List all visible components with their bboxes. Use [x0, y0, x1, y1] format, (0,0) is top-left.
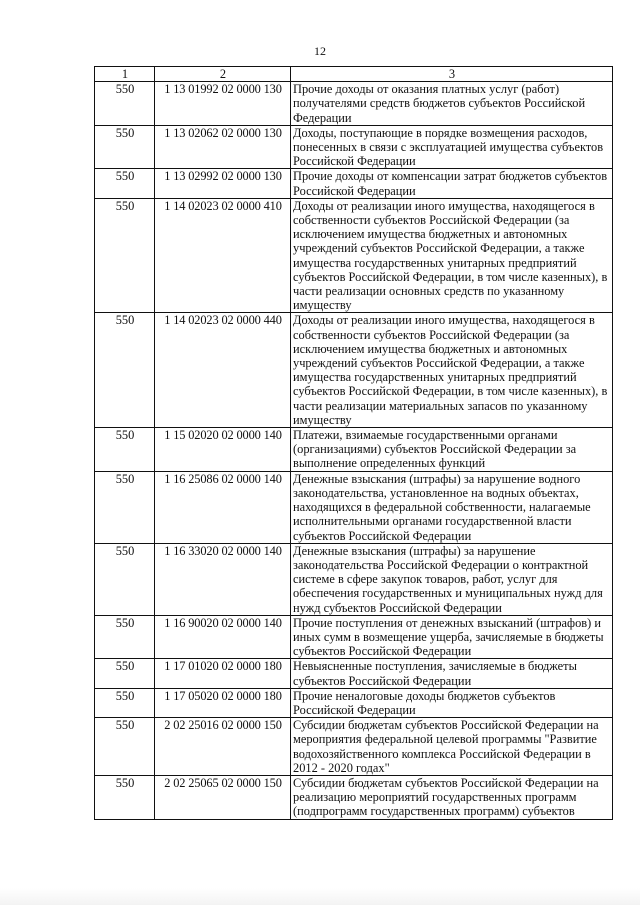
- description-cell: Денежные взыскания (штрафы) за нарушение водного законодательства, установленное на водных объектах, находящихся в федеральной собственности, налагаемые исполнительными органами государственной власти субъектов Российской Федерации: [291, 471, 613, 543]
- table-row: [95, 688, 613, 717]
- table-row: [95, 428, 613, 472]
- page-number: 12: [314, 44, 326, 58]
- budget-code-cell: 1 13 02062 02 0000 130: [155, 125, 291, 169]
- description-cell: Прочие доходы от оказания платных услуг (работ) получателями средств бюджетов субъектов Российской Федерации: [291, 82, 613, 126]
- description-cell: Прочие доходы от компенсации затрат бюджетов субъектов Российской Федерации: [291, 169, 613, 198]
- description-cell: Денежные взыскания (штрафы) за нарушение законодательства Российской Федерации о контрактной системе в сфере закупок товаров, работ, услуг для обеспечения государственных и муниципальных нужд для нужд субъектов Российской Федерации: [291, 543, 613, 615]
- admin-code-cell: 550: [95, 82, 155, 126]
- description-cell: Прочие поступления от денежных взысканий (штрафов) и иных сумм в возмещение ущерба, зачисляемые в бюджеты субъектов Российской Федерации: [291, 615, 613, 659]
- admin-code-cell: 550: [95, 428, 155, 472]
- column-header-description: 3: [291, 67, 613, 82]
- budget-code-cell: 1 15 02020 02 0000 140: [155, 428, 291, 472]
- description-cell: Субсидии бюджетам субъектов Российской Федерации на реализацию мероприятий государственных программ (подпрограмм государственных программ) субъектов: [291, 775, 613, 819]
- table-row: [95, 198, 613, 313]
- description-cell: Доходы от реализации иного имущества, находящегося в собственности субъектов Российской Федерации (за исключением имущества бюджетных и автономных учреждений субъектов Российской Федерации, а также имущества государственных унитарных предприятий субъектов Российской Федерации, в том числе казенных), в части реализации материальных запасов по указанному имуществу: [291, 313, 613, 428]
- description-cell: Доходы от реализации иного имущества, находящегося в собственности субъектов Российской Федерации (за исключением имущества бюджетных и автономных учреждений субъектов Российской Федерации, а также имущества государственных унитарных предприятий субъектов Российской Федерации, в том числе казенных), в части реализации основных средств по указанному имуществу: [291, 198, 613, 313]
- description-cell: Невыясненные поступления, зачисляемые в бюджеты субъектов Российской Федерации: [291, 659, 613, 688]
- scan-edge-shading: [0, 888, 640, 905]
- admin-code-cell: 550: [95, 718, 155, 776]
- table-row: [95, 615, 613, 659]
- budget-code-cell: 1 17 01020 02 0000 180: [155, 659, 291, 688]
- admin-code-cell: 550: [95, 615, 155, 659]
- budget-code-cell: 1 13 01992 02 0000 130: [155, 82, 291, 126]
- admin-code-cell: 550: [95, 125, 155, 169]
- budget-code-cell: 1 17 05020 02 0000 180: [155, 688, 291, 717]
- admin-code-cell: 550: [95, 313, 155, 428]
- admin-code-cell: 550: [95, 775, 155, 819]
- table-header-row: [95, 67, 613, 82]
- table-row: [95, 718, 613, 776]
- table-row: [95, 169, 613, 198]
- budget-code-cell: 1 14 02023 02 0000 440: [155, 313, 291, 428]
- budget-code-cell: 1 16 25086 02 0000 140: [155, 471, 291, 543]
- table-row: [95, 659, 613, 688]
- column-header-admin: 1: [95, 67, 155, 82]
- table-row: [95, 775, 613, 819]
- admin-code-cell: 550: [95, 543, 155, 615]
- admin-code-cell: 550: [95, 169, 155, 198]
- description-cell: Субсидии бюджетам субъектов Российской Федерации на мероприятия федеральной целевой программы "Развитие водохозяйственного комплекса Российской Федерации в 2012 - 2020 годах": [291, 718, 613, 776]
- description-cell: Платежи, взимаемые государственными органами (организациями) субъектов Российской Федерации за выполнение определенных функций: [291, 428, 613, 472]
- budget-code-cell: 1 13 02992 02 0000 130: [155, 169, 291, 198]
- table-row: [95, 471, 613, 543]
- admin-code-cell: 550: [95, 198, 155, 313]
- description-cell: Доходы, поступающие в порядке возмещения расходов, понесенных в связи с эксплуатацией имущества субъектов Российской Федерации: [291, 125, 613, 169]
- table-row: [95, 313, 613, 428]
- admin-code-cell: 550: [95, 659, 155, 688]
- table-row: [95, 125, 613, 169]
- description-cell: Прочие неналоговые доходы бюджетов субъектов Российской Федерации: [291, 688, 613, 717]
- column-header-code: 2: [155, 67, 291, 82]
- budget-code-cell: 2 02 25065 02 0000 150: [155, 775, 291, 819]
- budget-code-cell: 2 02 25016 02 0000 150: [155, 718, 291, 776]
- budget-code-cell: 1 14 02023 02 0000 410: [155, 198, 291, 313]
- income-codes-table: [94, 66, 613, 820]
- admin-code-cell: 550: [95, 471, 155, 543]
- table-row: [95, 543, 613, 615]
- table-row: [95, 82, 613, 126]
- budget-code-cell: 1 16 33020 02 0000 140: [155, 543, 291, 615]
- budget-code-cell: 1 16 90020 02 0000 140: [155, 615, 291, 659]
- admin-code-cell: 550: [95, 688, 155, 717]
